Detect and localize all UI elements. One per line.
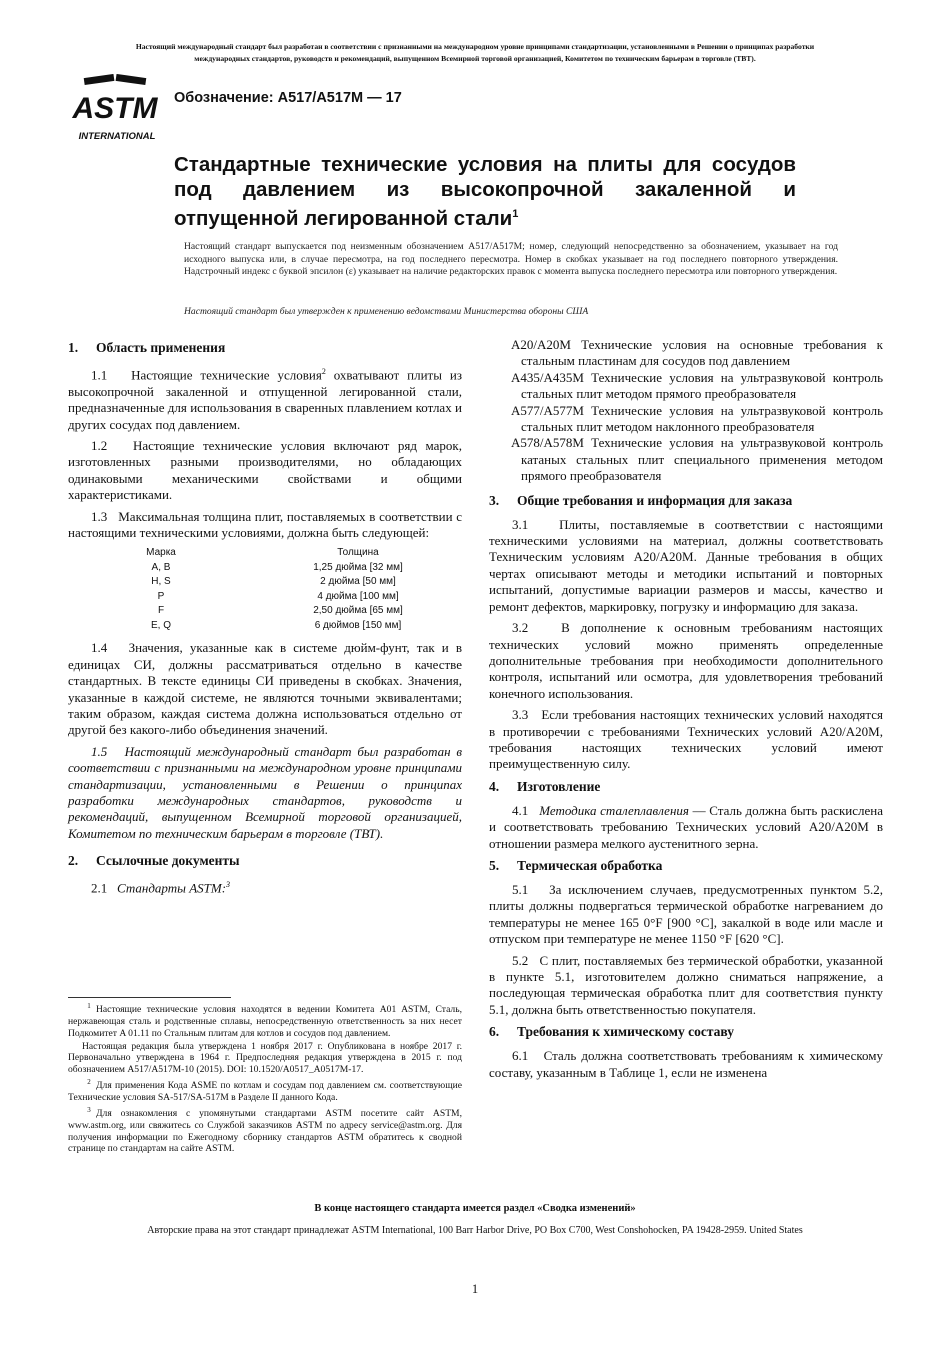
- para-5-2: 5.2 С плит, поставляемых без термической обработки, указанной в пункте 5.1, изготовителем должно сниматься напряжение, а последующая термическая обработка плит для соответствия пункту 5.1, должна быть ответственностью покупателя.: [489, 952, 883, 1017]
- para-1-2: 1.2 Настоящие технические условия включают ряд марок, изготовленных разными производителями, но обладающих одинаковыми механическими свойствами и общими характеристиками.: [68, 437, 462, 503]
- para-1-3: 1.3 Максимальная толщина плит, поставляемых в соответствии с настоящими техническими условиями, должна быть следующей:: [68, 508, 462, 540]
- summary-notice: В конце настоящего стандарта имеется раздел «Сводка изменений»: [314, 1203, 636, 1214]
- para-3-2: 3.2 В дополнение к основным требованиям настоящих технических условий можно применять определенные дополнительные требования при необходимости дополнительного контроля, испытаний или осмотра, для удовлетворения требований конечного использования.: [489, 620, 883, 701]
- section-6-heading: 6. Требования к химическому составу: [489, 1024, 734, 1040]
- title-footnote-ref: 1: [512, 208, 519, 220]
- footnote-3: $^3$ Для ознакомления с упомянутыми стандартами ASTM посетите сайт ASTM, www.astm.org, или свяжитесь со Службой заказчиков ASTM по адресу service@astm.org. Для получения информации по Ежегодному сборнику стандартов ASTM обратитесь к сводной странице по стандартам на сайте ASTM.: [68, 1105, 462, 1155]
- footnote-2: $^2$ Для применения Кода ASME по котлам и сосудам под давлением см. соответствующие Технические условия SA-517/SA-517M в Разделе II данного Кода.: [68, 1077, 462, 1103]
- title-text: Стандартные технические условия на плиты для сосудов под давлением из высокопрочной закаленной и отпущенной легированной стали: [174, 153, 796, 230]
- designation: Обозначение: A517/A517M — 17: [174, 90, 402, 106]
- approved-note: Настоящий стандарт был утвержден к применению ведомствами Министерства обороны США: [184, 306, 589, 317]
- footnotes: [68, 1001, 462, 1156]
- para-1-5: 1.5 Настоящий международный стандарт был разработан в соответствии с признанными на международном уровне принципами стандартизации, установленными в Решении о принципах разработки международных стандартов, руководств и рекомендаций, выпущенном Всемирной торговой организацией, Комитетом по техническим барьерам в торговле (ТВТ).: [68, 743, 462, 841]
- para-1-4: 1.4 Значения, указанные как в системе дюйм-фунт, так и в единицах СИ, должны рассматриваться отдельно в качестве стандартных. В тексте единицы СИ приведены в скобках. Значения, указанные в каждой системе, не являются точными эквивалентами; таким образом, каждая система должна использоваться отдельно от другой без какого-либо объединения значений.: [68, 640, 462, 738]
- footnote-1: $^1$ Настоящие технические условия находятся в ведении Комитета A01 ASTM, Сталь, нержавеющая сталь и родственные сплавы, непосредственную ответственность за них несет Подкомитет A 01.11 по Стальным плитам для котлов и сосудов под давлением.: [68, 1002, 462, 1039]
- section-3-heading: 3. Общие требования и информация для заказа: [489, 492, 793, 508]
- para-6-1: 6.1 Сталь должна соответствовать требованиям к химическому составу, указанным в Таблице 1, если не изменена: [489, 1048, 884, 1080]
- logo-subtext: INTERNATIONAL: [78, 131, 156, 142]
- para-3-1: 3.1 Плиты, поставляемые в соответствии с настоящими техническими условиями на материал, должны соответствовать Техническим условиям A20/A20M. Данные требования в общих чертах описывают методы и методики испытаний и повторных испытаний, допустимые вариации размеров и массы, качество и ремонт дефектов, маркировку, погрузку и информацию для заказа.: [489, 516, 883, 614]
- table-header-row: Марка Толщина: [146, 547, 379, 559]
- para-1-1: 1.1 Настоящие технические условия$^2$ охватывают плиты из высокопрочной закаленной и отпущенной легированной стали, предназначенные для использования в сваренных плавлением котлах и других сосудах под давлением.: [68, 367, 462, 432]
- top-notice: [60, 41, 890, 65]
- table-row: H, S 2 дюйма [50 мм]: [151, 576, 396, 588]
- top-notice-line-1: Настоящий международный стандарт был разработан в соответствии с признанными на международном уровне принципами стандартизации, установленными в Решении о принципах разработки: [135, 42, 815, 51]
- para-5-1: 5.1 За исключением случаев, предусмотренных пунктом 5.2, плиты должны подвергаться термической обработке нагреванием до температуры не менее 165 0°F [900 °C], закалкой в воде или масле и отпуском при температуре не менее 1150 °F [620 °C].: [489, 881, 884, 947]
- page-number: 1: [471, 1282, 479, 1296]
- table-row: E, Q 6 дюймов [150 мм]: [150, 619, 402, 631]
- astm-logo-mark-icon: [84, 74, 147, 85]
- copyright: Авторские права на этот стандарт принадлежат ASTM International, 100 Barr Harbor Drive, PO Box C700, West Conshohocken, PA 19428-2959. United States: [147, 1225, 803, 1236]
- section-4-heading: 4. Изготовление: [489, 778, 601, 794]
- para-2-1: 2.1 Стандарты ASTM:$^3$: [91, 880, 231, 896]
- thickness-table: [68, 546, 462, 633]
- reference-item: A578/A578M Технические условия на ультразвуковой контроль катаных стальных плит специального применения методом прямого преобразователя: [511, 435, 883, 484]
- section-1-heading: 1. Область применения: [68, 340, 226, 355]
- table-row: F 2,50 дюйма [65 мм]: [157, 605, 403, 617]
- reference-item: A435/A435M Технические условия на ультразвуковой контроль стальных плит методом прямого преобразователя: [511, 369, 883, 402]
- section-2-heading: 2. Ссылочные документы: [68, 853, 240, 869]
- issued-note: Настоящий стандарт выпускается под неизменным обозначением A517/A517M; номер, следующий непосредственно за обозначением, указывает на год исходного выпуска или, в случае пересмотра, на год последнего пересмотра. Номер в скобках указывает на год последнего повторного утверждения. Надстрочный индекс с буквой эпсилон (ε) указывает на наличие редакторских правок с момента выпуска последнего пересмотра или повторного утверждения.: [184, 241, 838, 278]
- para-4-1: 4.1 Методика сталеплавления — Сталь должна быть раскислена и соответствовать требованию Технических условий A20/A20M в отношении размера мелкого аустенитного зерна.: [489, 802, 883, 851]
- para-3-3: 3.3 Если требования настоящих технических условий находятся в противоречии с требованиями Технических условий A20/A20M, требования настоящих технических условий имеют преимущественную силу.: [489, 707, 884, 772]
- document-title: [174, 152, 796, 231]
- section-5-heading: 5. Термическая обработка: [489, 857, 663, 873]
- reference-item: A577/A577M Технические условия на ультразвуковой контроль стальных плит методом наклонного преобразователя: [511, 402, 883, 435]
- table-row: A, B 1,25 дюйма [32 мм]: [151, 561, 403, 573]
- logo-text: ASTM: [72, 92, 158, 125]
- footnote-1-revision: Настоящая редакция была утверждена 1 ноября 2017 г. Опубликована в ноябре 2017 г. Первоначально утверждена в 1964 г. Предпоследняя редакция утверждена в 2015 г. под обозначением A517/A517M-10 (2015). DOI: 10.1520/A0517_A0517M-17.: [68, 1040, 462, 1076]
- footnote-divider: [68, 997, 231, 998]
- astm-logo: [70, 74, 160, 144]
- table-row: P 4 дюйма [100 мм]: [157, 590, 399, 602]
- reference-item: A20/A20M Технические условия на основные требования к стальным пластинам для сосудов под давлением: [511, 337, 883, 369]
- left-column: [68, 337, 462, 902]
- top-notice-line-2: международных стандартов, руководств и рекомендаций, выпущенном Всемирной торговой организацией, Комитетом по техническим барьерам в торговле (ТВТ).: [194, 54, 756, 63]
- right-column: [489, 337, 883, 1086]
